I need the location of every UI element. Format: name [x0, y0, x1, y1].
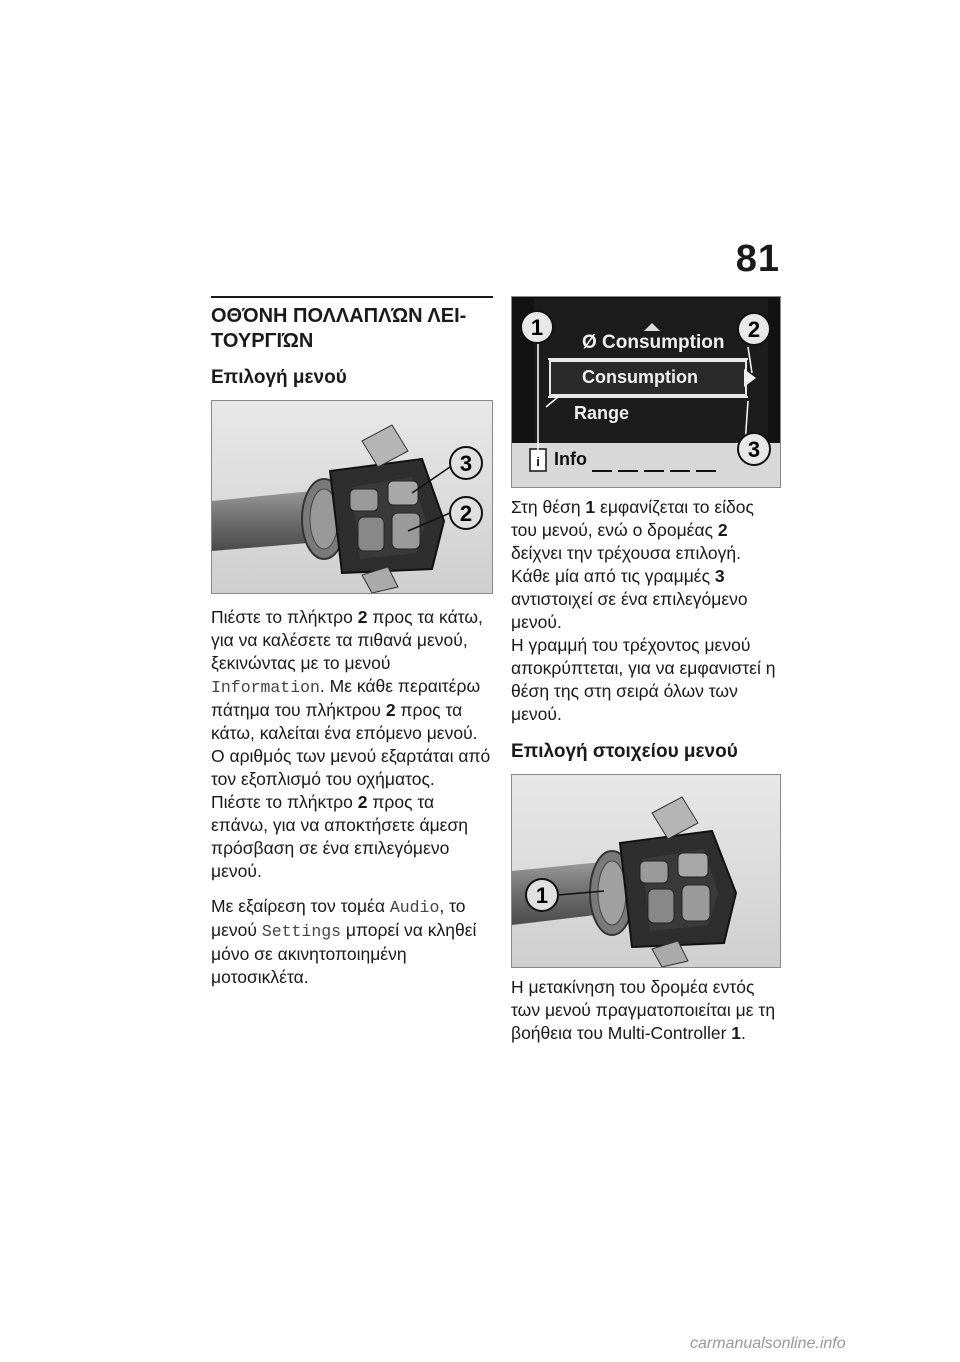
screen-row-consumption: Consumption [582, 367, 698, 387]
footer-watermark: carmanualsonline.info [690, 1335, 846, 1352]
menu-name-information: Information [211, 678, 320, 697]
section-title [211, 304, 493, 354]
subheading-menu-selection: Επιλογή μενού [211, 367, 347, 388]
callout-2-label: 2 [747, 317, 761, 342]
tft-screen-illustration [512, 297, 780, 487]
callout-1-label: 1 [535, 883, 549, 908]
multi-controller-illustration [512, 775, 780, 967]
right-paragraph-3: Η μετακίνηση του δρομέα εντός των μενού πραγματοποιείται με τη βοήθεια του Multi-Controller 1. [511, 977, 776, 1043]
section-title-line2: ΤΟΥΡΓΙΏΝ [211, 330, 314, 352]
menu-name-settings: Settings [261, 922, 342, 941]
callout-2-label: 2 [459, 501, 473, 526]
svg-text:i: i [536, 454, 540, 469]
right-paragraph-1: Στη θέση 1 εμφανίζεται το είδος του μενού, ενώ ο δρομέας 2 δείχνει την τρέχουσα επιλογή. Κάθε μία από τις γραμμές 3 αντιστοιχεί σε ένα επιλεγόμενο μενού. [511, 497, 754, 632]
left-paragraph-1: Πιέστε το πλήκτρο 2 προς τα κάτω, για να καλέσετε τα πιθανά μενού, ξεκινώντας με το μενού Information. Με κάθε περαιτέρω πάτημα του πλήκτρου 2 προς τα κάτω, καλείται ένα επόμενο μενού. Ο αριθμός των μενού εξαρτάται από τον εξοπλισμό του οχήματος. [211, 607, 491, 789]
section-title-line1: ΟΘΌΝΗ ΠΟΛΛΑΠΛΏΝ ΛΕΙ- [211, 305, 467, 327]
right-column [511, 296, 781, 1045]
screen-footer-info: Info [554, 449, 587, 469]
callout-1-label: 1 [530, 315, 544, 340]
handlebar-switch-illustration [212, 401, 492, 593]
left-column [211, 296, 493, 989]
page-number: 81 [735, 238, 780, 280]
screen-row-range: Range [574, 403, 630, 423]
callout-3-label: 3 [747, 437, 761, 462]
menu-name-audio: Audio [389, 898, 440, 917]
handlebar-switch-figure [211, 400, 493, 594]
multi-controller-figure [511, 774, 781, 968]
right-paragraph-2: Η γραμμή του τρέχοντος μενού αποκρύπτεται, για να εμφανιστεί η θέση της στη σειρά όλων των μενού. [511, 635, 776, 724]
tft-screen-figure [511, 296, 781, 488]
subheading-menu-item-selection: Επιλογή στοιχείου μενού [511, 741, 738, 762]
section-rule [211, 296, 493, 298]
callout-3-label: 3 [459, 451, 473, 476]
left-paragraph-2: Πιέστε το πλήκτρο 2 προς τα επάνω, για να αποκτήσετε άμεση πρόσβαση σε ένα επιλεγόμενο μενού. [211, 792, 469, 881]
screen-row-avg-consumption: Ø Consumption [582, 332, 725, 353]
left-paragraph-3: Με εξαίρεση τον τομέα Audio, το μενού Settings μπορεί να κληθεί μόνο σε ακινητοποιημένη μοτοσικλέτα. [211, 896, 477, 987]
